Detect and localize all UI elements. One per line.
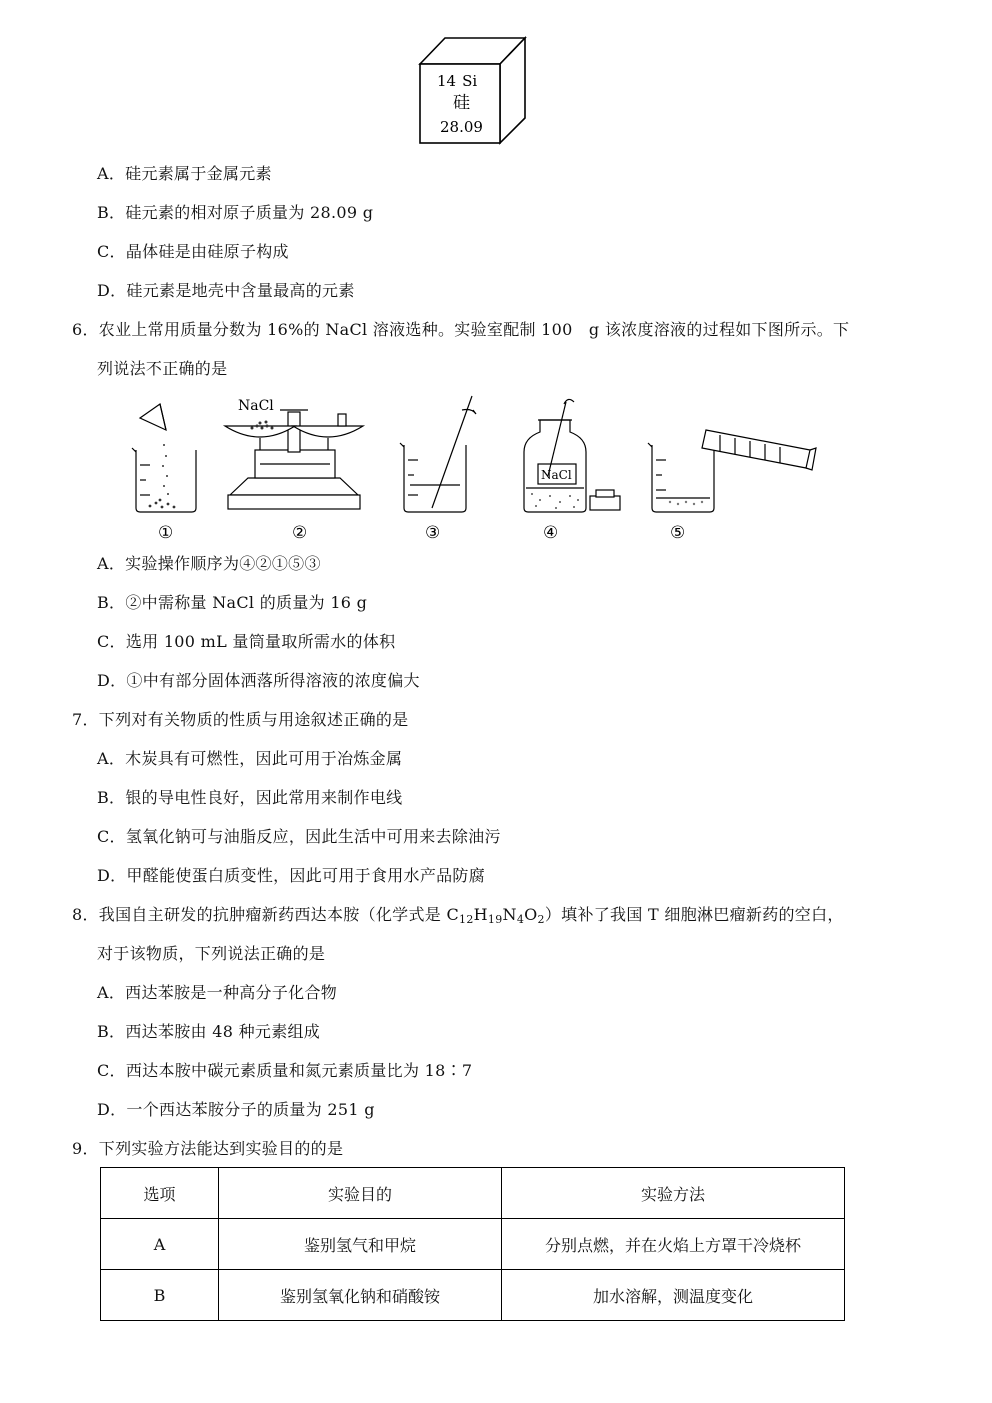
q8-option-b: B．西达苯胺由 48 种元素组成 — [97, 1022, 321, 1041]
step-label-2: ② — [292, 523, 308, 543]
step5-solid-in-beaker — [669, 501, 703, 505]
element-number-symbol: 14 Si — [437, 72, 478, 90]
step-label-4: ④ — [543, 523, 559, 543]
row-b-method: 加水溶解，测温度变化 — [502, 1270, 845, 1321]
step3-beaker-stirring — [400, 396, 476, 512]
row-b-option: B — [101, 1270, 219, 1321]
element-mass: 28.09 — [440, 118, 483, 136]
q7-stem: 7．下列对有关物质的性质与用途叙述正确的是 — [72, 710, 409, 729]
step4-bottle-label: NaCl — [541, 468, 572, 482]
q8-option-c: C．西达本胺中碳元素质量和氮元素质量比为 18∶7 — [97, 1061, 473, 1080]
header-method: 实验方法 — [502, 1168, 845, 1219]
row-a-method: 分别点燃，并在火焰上方罩干冷烧杯 — [502, 1219, 845, 1270]
step4-reagent-bottle — [524, 399, 620, 512]
step2-balance — [225, 410, 363, 509]
step2-nacl-label: NaCl — [238, 398, 274, 414]
q6-stem-line1: 6．农业上常用质量分数为 16%的 NaCl 溶液选种。实验室配制 100 g 该浓度溶液的过程如下图所示。下 — [72, 320, 850, 339]
table-row — [101, 1219, 845, 1270]
q8-option-a: A．西达苯胺是一种高分子化合物 — [97, 983, 338, 1002]
row-a-option: A — [101, 1219, 219, 1270]
q6-option-a: A．实验操作顺序为④②①⑤③ — [97, 554, 321, 573]
q7-option-b: B．银的导电性良好，因此常用来制作电线 — [97, 788, 403, 807]
step1-falling-solid — [149, 444, 176, 508]
step5-beaker-cylinder — [648, 430, 816, 512]
step-label-3: ③ — [425, 523, 441, 543]
header-option: 选项 — [101, 1168, 219, 1219]
q9-table — [100, 1167, 845, 1321]
q8-stem-line1: 8．我国自主研发的抗肿瘤新药西达本胺（化学式是 $C_{12}H_{19}N_4O_2$）填补了我国 T 细胞淋巴瘤新药的空白， — [72, 905, 844, 926]
step1-beaker-pouring — [132, 404, 196, 512]
q7-option-a: A．木炭具有可燃性，因此可用于冶炼金属 — [97, 749, 403, 768]
q5-option-b: B．硅元素的相对原子质量为 28.09 g — [97, 203, 374, 222]
q5-option-a: A．硅元素属于金属元素 — [97, 164, 272, 183]
q5-option-d: D．硅元素是地壳中含量最高的元素 — [97, 281, 355, 300]
q6-stem-line2: 列说法不正确的是 — [97, 359, 228, 378]
q7-option-d: D．甲醛能使蛋白质变性，因此可用于食用水产品防腐 — [97, 866, 486, 885]
q6-experiment-figure — [120, 390, 820, 545]
q8-stem-line2: 对于该物质，下列说法正确的是 — [97, 944, 326, 963]
element-name: 硅 — [453, 93, 470, 113]
q6-option-c: C．选用 100 mL 量筒量取所需水的体积 — [97, 632, 396, 651]
table-header-row — [101, 1168, 845, 1219]
element-card-figure — [415, 34, 530, 146]
q8-option-d: D．一个西达苯胺分子的质量为 251 g — [97, 1100, 375, 1119]
q6-option-b: B．②中需称量 NaCl 的质量为 16 g — [97, 593, 368, 612]
q9-stem: 9．下列实验方法能达到实验目的的是 — [72, 1139, 344, 1158]
q5-option-c: C．晶体硅是由硅原子构成 — [97, 242, 289, 261]
table-row — [101, 1270, 845, 1321]
row-a-purpose: 鉴别氢气和甲烷 — [219, 1219, 502, 1270]
q7-option-c: C．氢氧化钠可与油脂反应，因此生活中可用来去除油污 — [97, 827, 501, 846]
q6-option-d: D．①中有部分固体洒落所得溶液的浓度偏大 — [97, 671, 420, 690]
header-purpose: 实验目的 — [219, 1168, 502, 1219]
row-b-purpose: 鉴别氢氧化钠和硝酸铵 — [219, 1270, 502, 1321]
step-label-1: ① — [158, 523, 174, 543]
step-label-5: ⑤ — [670, 523, 686, 543]
